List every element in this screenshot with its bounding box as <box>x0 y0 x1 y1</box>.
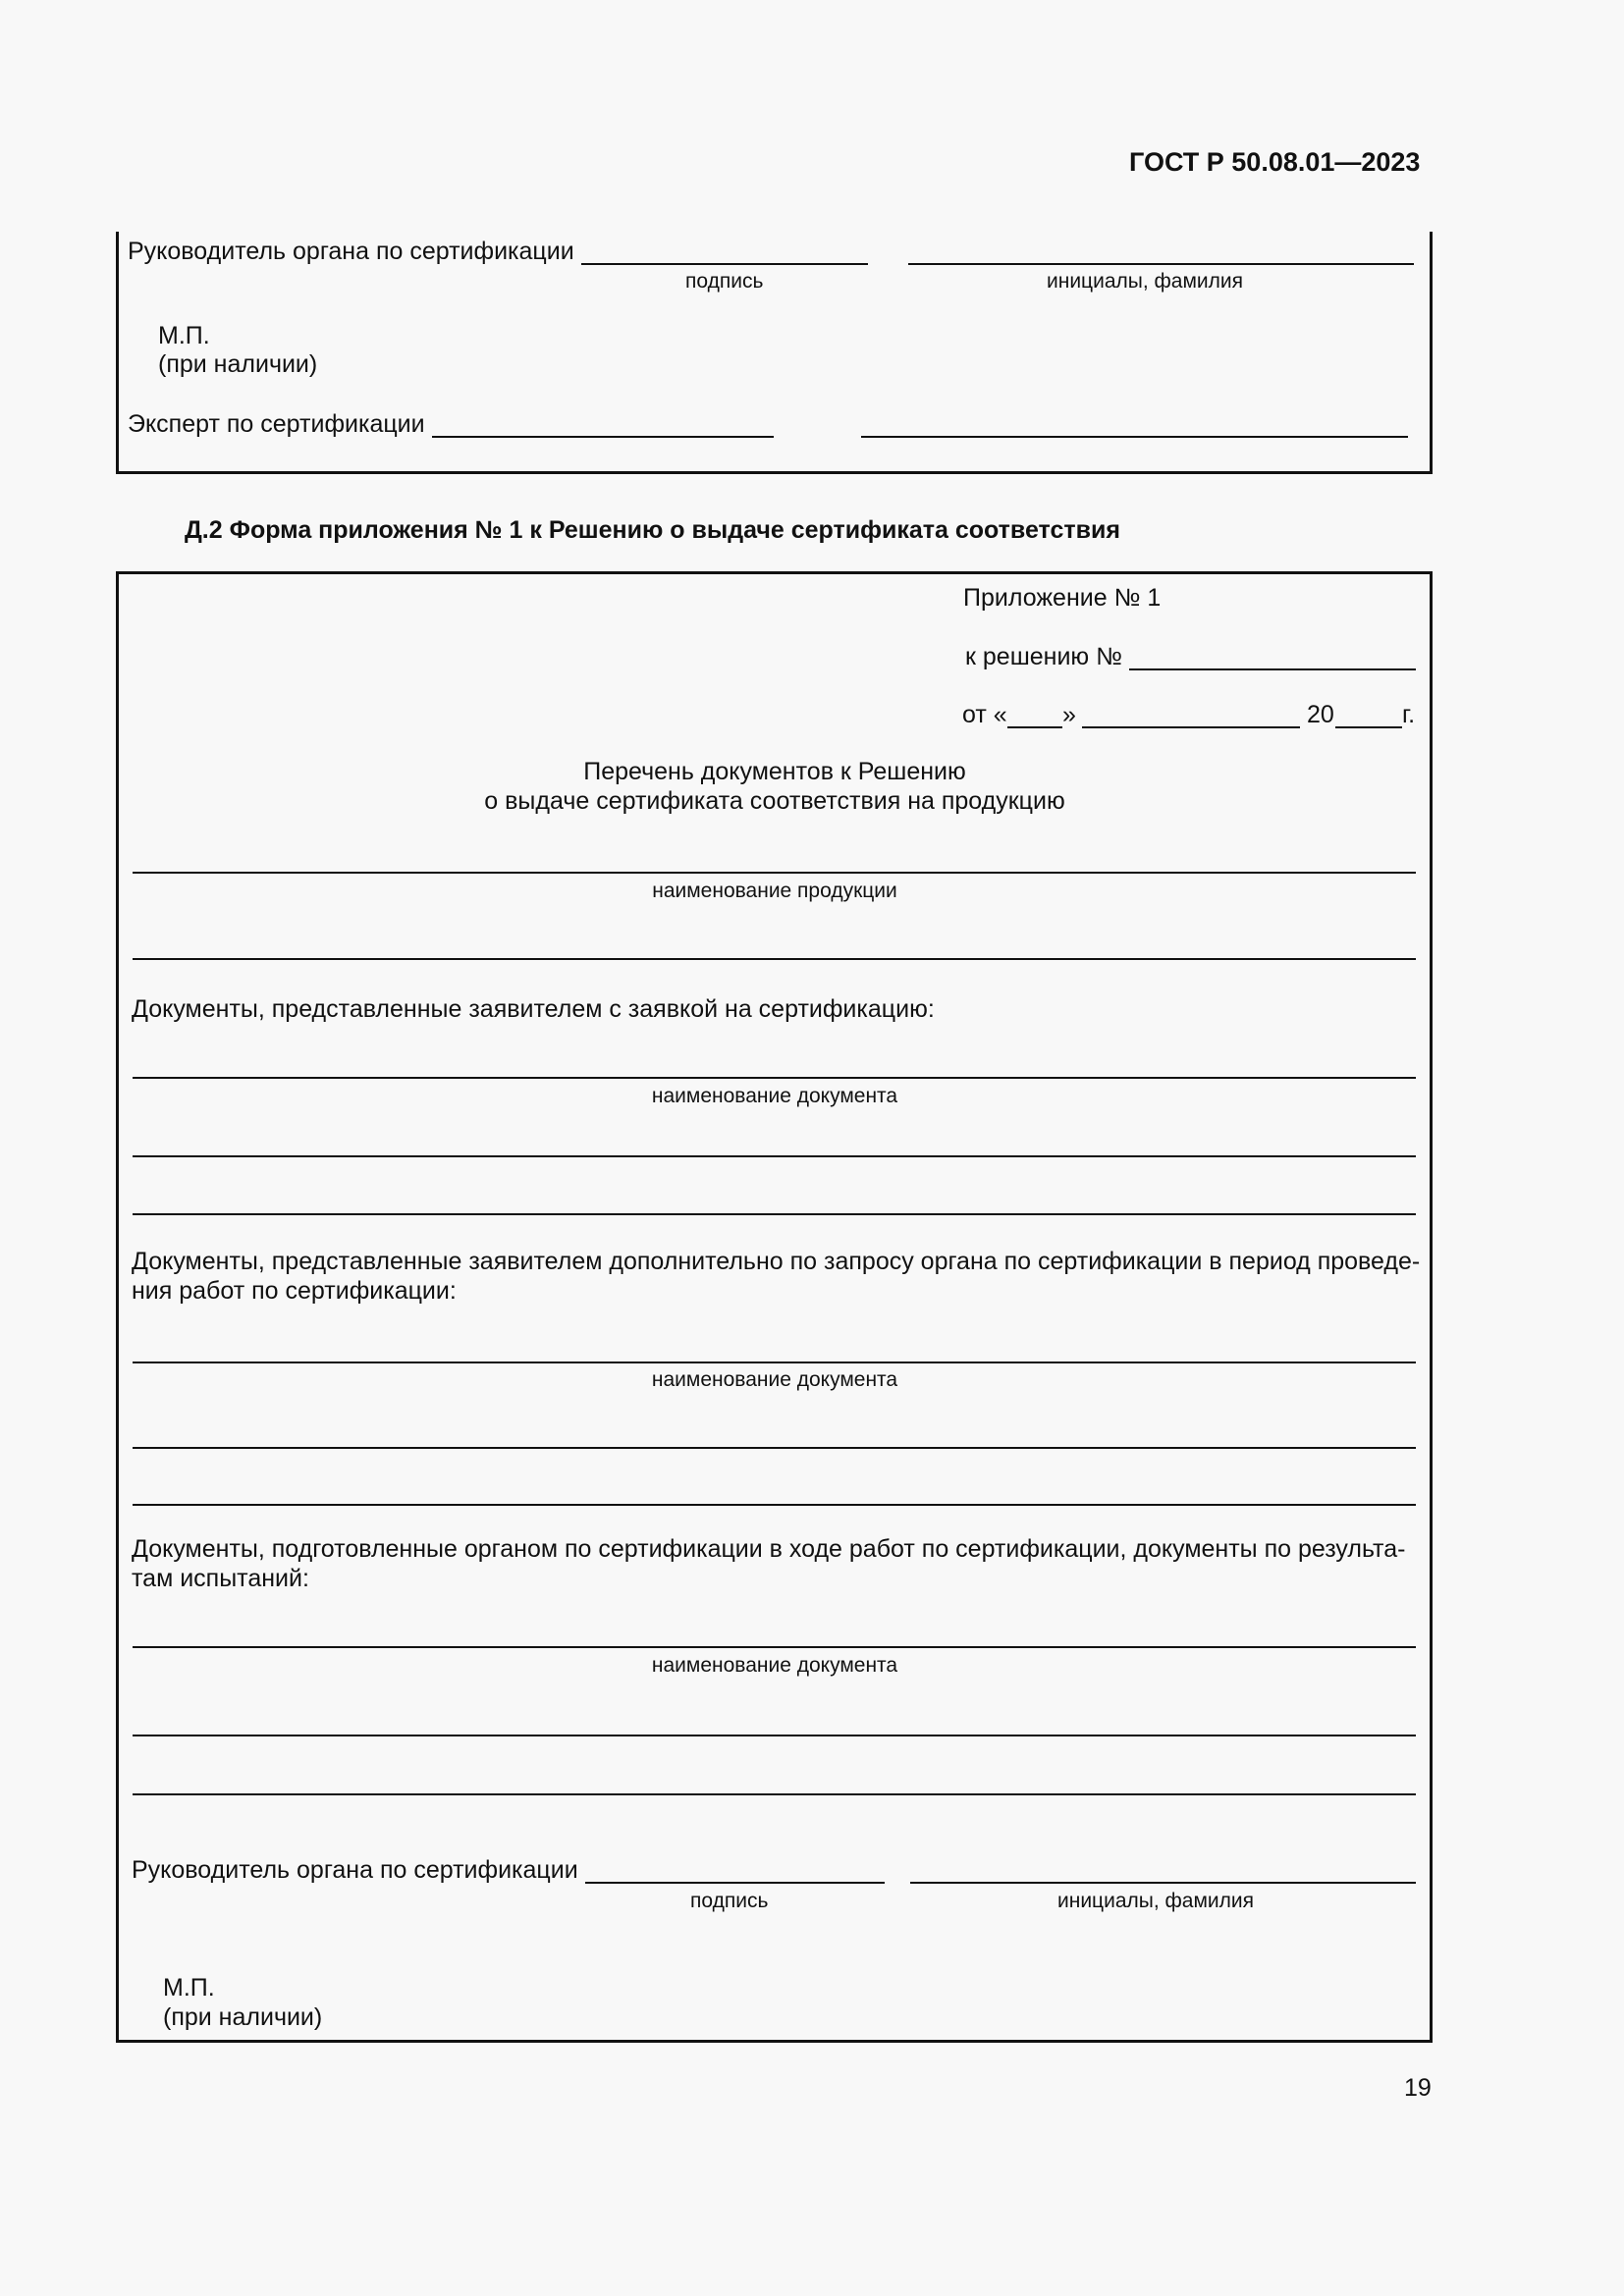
expert-name-line[interactable] <box>861 436 1408 438</box>
body-doc-line-3[interactable] <box>133 1793 1416 1795</box>
section-title: Д.2 Форма приложения № 1 к Решению о выдаче сертификата соответствия <box>185 516 1120 544</box>
stamp-label: М.П. <box>163 1974 215 2002</box>
page-number: 19 <box>1404 2074 1432 2102</box>
signature-caption: подпись <box>685 270 764 293</box>
signature-line[interactable] <box>581 263 868 265</box>
additional-docs-line1: Документы, представленные заявителем дополнительно по запросу органа по сертификации в период проведе- <box>132 1248 1421 1275</box>
expert-label: Эксперт по сертификации <box>128 410 425 438</box>
product-name-line[interactable] <box>133 872 1416 874</box>
document-caption: наименование документа <box>651 1085 898 1107</box>
date-year-prefix: 20 <box>1307 701 1334 728</box>
standard-designation: ГОСТ Р 50.08.01—2023 <box>1129 147 1421 177</box>
applicant-doc-line-2[interactable] <box>133 1155 1416 1157</box>
date-quote-close: » <box>1062 701 1076 728</box>
name-line[interactable] <box>910 1882 1416 1884</box>
body-docs-line2: там испытаний: <box>132 1565 309 1592</box>
date-day-line[interactable] <box>1007 726 1062 728</box>
signature-line[interactable] <box>585 1882 885 1884</box>
name-line[interactable] <box>908 263 1414 265</box>
applicant-doc-line-1[interactable] <box>133 1077 1416 1079</box>
additional-doc-line-3[interactable] <box>133 1504 1416 1506</box>
name-caption: инициалы, фамилия <box>1047 270 1243 293</box>
document-caption: наименование документа <box>651 1368 898 1391</box>
stamp-note: (при наличии) <box>163 2003 323 2031</box>
list-title-line1: Перечень документов к Решению <box>583 758 966 785</box>
decision-number-line[interactable] <box>1129 668 1416 670</box>
document-caption: наименование документа <box>651 1654 898 1677</box>
date-from-label: от « <box>962 701 1007 728</box>
body-doc-line-1[interactable] <box>133 1646 1416 1648</box>
applicant-docs-label: Документы, представленные заявителем с заявкой на сертификацию: <box>132 995 935 1023</box>
appendix-label: Приложение № 1 <box>963 584 1162 612</box>
list-title-line2: о выдаче сертификата соответствия на продукцию <box>484 787 1065 815</box>
stamp-note: (при наличии) <box>158 350 318 378</box>
date-year-line[interactable] <box>1335 726 1402 728</box>
date-year-suffix: г. <box>1402 701 1416 728</box>
body-doc-line-2[interactable] <box>133 1735 1416 1736</box>
stamp-label: М.П. <box>158 322 210 349</box>
signature-caption: подпись <box>690 1890 769 1912</box>
date-month-line[interactable] <box>1082 726 1300 728</box>
additional-docs-line2: ния работ по сертификации: <box>132 1277 457 1305</box>
decision-number-label: к решению № <box>965 643 1122 670</box>
head-of-body-label: Руководитель органа по сертификации <box>132 1856 578 1884</box>
head-of-body-label: Руководитель органа по сертификации <box>128 238 574 265</box>
additional-doc-line-1[interactable] <box>133 1362 1416 1363</box>
expert-signature-line[interactable] <box>432 436 774 438</box>
name-caption: инициалы, фамилия <box>1057 1890 1254 1912</box>
applicant-doc-line-3[interactable] <box>133 1213 1416 1215</box>
product-caption: наименование продукции <box>652 880 897 902</box>
additional-doc-line-2[interactable] <box>133 1447 1416 1449</box>
product-name-line-2[interactable] <box>133 958 1416 960</box>
body-docs-line1: Документы, подготовленные органом по сертификации в ходе работ по сертификации, документы по результа- <box>132 1535 1406 1563</box>
